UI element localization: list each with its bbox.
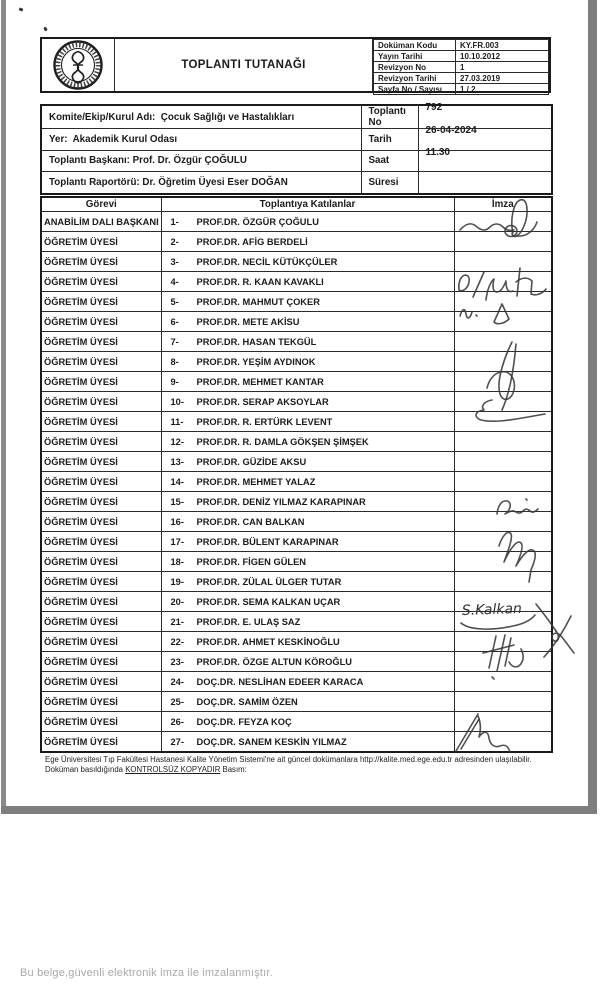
attendee-role: ÖĞRETİM ÜYESİ: [41, 632, 161, 652]
signature-cell: [454, 652, 552, 672]
attendee-fullname: PROF.DR. R. KAAN KAVAKLI: [196, 276, 324, 287]
attendance-row: [41, 392, 552, 412]
attendee-number: 11-: [170, 416, 184, 427]
attendance-row: [41, 472, 552, 492]
attendee-name: [161, 312, 454, 332]
meeting-info-row: [41, 150, 552, 172]
attendee-number: 3-: [170, 256, 179, 267]
attendee-fullname: PROF.DR. SEMA KALKAN UÇAR: [196, 596, 341, 607]
attendee-role: ÖĞRETİM ÜYESİ: [41, 452, 161, 472]
attendee-number: 14-: [170, 476, 184, 487]
attendance-row: [41, 532, 552, 552]
attendee-fullname: PROF.DR. GÜZİDE AKSU: [196, 456, 307, 467]
footer-line2-suffix: Basım:: [220, 764, 247, 774]
attendance-row: [41, 612, 552, 632]
attendee-number: 18-: [170, 556, 184, 567]
attendee-role: ÖĞRETİM ÜYESİ: [41, 712, 161, 732]
attendee-name: [161, 612, 454, 632]
attendance-row: [41, 352, 552, 372]
footer-line1: Ege Üniversitesi Tıp Fakültesi Hastanesi Kalite Yönetim Sistemi'ne ait güncel dokümanlara http://kalite.med.ege.edu.tr adresinden ulaşılabilir.: [45, 755, 532, 764]
attendee-fullname: PROF.DR. NECİL KÜTÜKÇÜLER: [196, 256, 338, 267]
attendee-fullname: DOÇ.DR. SANEM KESKİN YILMAZ: [196, 736, 347, 747]
doc-info-label: Sayfa No / Sayısı: [374, 84, 456, 95]
doc-info-row: [374, 51, 549, 62]
attendee-number: 21-: [170, 616, 184, 627]
signature-cell: [454, 492, 552, 512]
attendee-name: [161, 592, 454, 612]
meeting-info-row: [41, 129, 552, 151]
attendee-fullname: PROF.DR. METE AKİSU: [196, 316, 300, 327]
attendee-fullname: DOÇ.DR. FEYZA KOÇ: [196, 716, 292, 727]
attendance-row: [41, 272, 552, 292]
doc-info-value: 1: [456, 62, 549, 73]
signature-cell: [454, 572, 552, 592]
signature-cell: [454, 512, 552, 532]
meeting-info-body: [41, 102, 552, 194]
meeting-info-label: Süresi: [361, 172, 418, 194]
footer-line2-prefix: Doküman basıldığında: [45, 764, 126, 774]
attendance-row: [41, 232, 552, 252]
attendee-name: [161, 332, 454, 352]
attendee-fullname: PROF.DR. MEHMET KANTAR: [196, 376, 324, 387]
attendee-role: ÖĞRETİM ÜYESİ: [41, 432, 161, 452]
attendee-name: [161, 672, 454, 692]
attendee-role: ÖĞRETİM ÜYESİ: [41, 512, 161, 532]
scan-edge-right: [588, 0, 597, 813]
meeting-info-label: Toplantı No: [361, 105, 418, 129]
attendee-role: ÖĞRETİM ÜYESİ: [41, 672, 161, 692]
meeting-info-value: [418, 172, 552, 194]
signature-cell: [454, 292, 552, 312]
scan-edge-bottom: [1, 806, 597, 814]
document-title: TOPLANTI TUTANAĞI: [181, 59, 306, 71]
doc-info-value: 27.03.2019: [456, 73, 549, 84]
attendee-name: [161, 412, 454, 432]
attendance-row: [41, 292, 552, 312]
attendee-name: [161, 212, 454, 232]
e-signature-note: Bu belge,güvenli elektronik imza ile imzalanmıştır.: [20, 967, 273, 979]
attendee-role: ÖĞRETİM ÜYESİ: [41, 272, 161, 292]
attendance-row: [41, 312, 552, 332]
attendee-fullname: PROF.DR. ÖZGE ALTUN KÖROĞLU: [196, 656, 352, 667]
attendee-number: 19-: [170, 576, 184, 587]
attendee-number: 15-: [170, 496, 184, 507]
attendee-number: 25-: [170, 696, 184, 707]
attendee-name: [161, 252, 454, 272]
signature-cell: [454, 452, 552, 472]
attendee-fullname: PROF.DR. YEŞİM AYDINOK: [196, 356, 316, 367]
attendance-row: [41, 432, 552, 452]
attendee-number: 26-: [170, 716, 184, 727]
attendee-name: [161, 652, 454, 672]
meeting-info-left: Komite/Ekip/Kurul Adı: Çocuk Sağlığı ve Hastalıkları: [41, 105, 361, 129]
attendee-name: [161, 232, 454, 252]
attendee-number: 22-: [170, 636, 184, 647]
university-seal-icon: [52, 39, 104, 91]
attendee-fullname: PROF.DR. AFİG BERDELİ: [196, 236, 308, 247]
signature-cell: [454, 712, 552, 732]
attendance-header-row: [41, 197, 552, 212]
signature-cell: [454, 392, 552, 412]
attendance-row: [41, 332, 552, 352]
attendee-number: 27-: [170, 736, 184, 747]
doc-info-label: Revizyon No: [374, 62, 456, 73]
attendee-fullname: PROF.DR. DENİZ YILMAZ KARAPINAR: [196, 496, 366, 507]
meeting-info-left: Yer: Akademik Kurul Odası: [41, 129, 361, 151]
attendee-fullname: DOÇ.DR. NESLİHAN EDEER KARACA: [196, 676, 364, 687]
attendee-role: ÖĞRETİM ÜYESİ: [41, 312, 161, 332]
attendee-number: 5-: [170, 296, 179, 307]
attendee-role: ÖĞRETİM ÜYESİ: [41, 232, 161, 252]
attendee-number: 6-: [170, 316, 179, 327]
attendee-name: [161, 372, 454, 392]
attendee-fullname: PROF.DR. E. ULAŞ SAZ: [196, 616, 301, 627]
attendee-fullname: PROF.DR. AHMET KESKİNOĞLU: [196, 636, 340, 647]
attendance-row: [41, 692, 552, 712]
col-header-imza: İmza: [454, 197, 552, 212]
attendee-name: [161, 352, 454, 372]
attendee-name: [161, 632, 454, 652]
attendee-fullname: PROF.DR. HASAN TEKGÜL: [196, 336, 317, 347]
signature-cell: [454, 672, 552, 692]
attendee-role: ÖĞRETİM ÜYESİ: [41, 532, 161, 552]
attendee-role: ÖĞRETİM ÜYESİ: [41, 572, 161, 592]
meeting-info-left: Toplantı Başkanı: Prof. Dr. Özgür ÇOĞULU: [41, 150, 361, 172]
meeting-info-row: [41, 172, 552, 194]
col-header-gorevi: Görevi: [41, 197, 161, 212]
attendee-role: ÖĞRETİM ÜYESİ: [41, 692, 161, 712]
meeting-info-label: Tarih: [361, 129, 418, 151]
doc-info-label: Doküman Kodu: [374, 40, 456, 51]
attendee-role: ÖĞRETİM ÜYESİ: [41, 352, 161, 372]
attendance-row: [41, 712, 552, 732]
attendee-name: [161, 292, 454, 312]
scan-speck: [43, 27, 48, 32]
attendee-number: 16-: [170, 516, 184, 527]
attendee-fullname: PROF.DR. SERAP AKSOYLAR: [196, 396, 329, 407]
signature-text-s-kalkan: S.Kalkan: [461, 600, 523, 619]
attendee-number: 7-: [170, 336, 179, 347]
attendee-number: 4-: [170, 276, 179, 287]
attendee-fullname: PROF.DR. MAHMUT ÇOKER: [196, 296, 320, 307]
signature-cell: [454, 272, 552, 292]
signature-cell: [454, 532, 552, 552]
attendee-fullname: PROF.DR. R. ERTÜRK LEVENT: [196, 416, 333, 427]
signature-cell: [454, 312, 552, 332]
attendee-fullname: PROF.DR. FİGEN GÜLEN: [196, 556, 307, 567]
signature-cell: [454, 732, 552, 753]
attendee-role: ÖĞRETİM ÜYESİ: [41, 392, 161, 412]
footer-line2: [45, 765, 550, 775]
meeting-info-table: [40, 104, 553, 195]
attendee-name: [161, 432, 454, 452]
attendee-number: 10-: [170, 396, 184, 407]
attendee-name: [161, 552, 454, 572]
doc-info-row: [374, 62, 549, 73]
attendance-row: [41, 412, 552, 432]
attendee-name: [161, 712, 454, 732]
doc-info-value: 10.10.2012: [456, 51, 549, 62]
attendee-number: 12-: [170, 436, 184, 447]
attendance-row: [41, 372, 552, 392]
document-header: [40, 37, 551, 93]
attendance-row: [41, 672, 552, 692]
attendee-number: 17-: [170, 536, 184, 547]
attendee-role: ÖĞRETİM ÜYESİ: [41, 412, 161, 432]
attendee-name: [161, 472, 454, 492]
scan-edge-left: [1, 0, 6, 813]
attendee-number: 24-: [170, 676, 184, 687]
attendee-name: [161, 572, 454, 592]
signature-cell: [454, 432, 552, 452]
doc-info-row: [374, 40, 549, 51]
attendance-row: [41, 652, 552, 672]
doc-info-body: [374, 40, 549, 95]
attendee-role: ÖĞRETİM ÜYESİ: [41, 652, 161, 672]
attendance-row: [41, 552, 552, 572]
attendance-body: [41, 212, 552, 753]
attendee-name: [161, 512, 454, 532]
signature-cell: [454, 632, 552, 652]
attendee-role: ANABİLİM DALI BAŞKANI: [41, 212, 161, 232]
signature-cell: [454, 332, 552, 352]
signature-cell: [454, 352, 552, 372]
signature-cell: [454, 412, 552, 432]
meeting-info-value-text: 792: [425, 102, 443, 113]
attendee-fullname: PROF.DR. ÖZGÜR ÇOĞULU: [196, 216, 319, 227]
attendee-fullname: PROF.DR. MEHMET YALAZ: [196, 476, 316, 487]
attendance-row: [41, 492, 552, 512]
doc-info-value: 1 / 2: [456, 84, 549, 95]
attendance-row: [41, 732, 552, 753]
attendee-fullname: PROF.DR. R. DAMLA GÖKŞEN ŞİMŞEK: [196, 436, 369, 447]
attendee-role: ÖĞRETİM ÜYESİ: [41, 292, 161, 312]
attendee-fullname: PROF.DR. ZÜLAL ÜLGER TUTAR: [196, 576, 342, 587]
signature-cell: [454, 472, 552, 492]
meeting-info-label: Saat: [361, 150, 418, 172]
attendee-name: [161, 452, 454, 472]
attendee-role: ÖĞRETİM ÜYESİ: [41, 492, 161, 512]
attendee-number: 20-: [170, 596, 184, 607]
attendee-number: 1-: [170, 216, 179, 227]
attendee-fullname: DOÇ.DR. SAMİM ÖZEN: [196, 696, 298, 707]
doc-info-value: KY.FR.003: [456, 40, 549, 51]
doc-info-row: [374, 84, 549, 95]
attendee-number: 8-: [170, 356, 179, 367]
signature-cell: [454, 372, 552, 392]
attendee-number: 13-: [170, 456, 184, 467]
attendee-number: 9-: [170, 376, 179, 387]
footer-uncontrolled-copy-label: KONTROLSÜZ KOPYADIR: [125, 764, 221, 774]
signature-cell: [454, 592, 552, 612]
attendee-name: [161, 692, 454, 712]
attendee-role: ÖĞRETİM ÜYESİ: [41, 252, 161, 272]
meeting-info-left: Toplantı Raportörü: Dr. Öğretim Üyesi Eser DOĞAN: [41, 172, 361, 194]
logo-cell: [42, 39, 115, 91]
attendance-row: [41, 512, 552, 532]
attendance-row: [41, 572, 552, 592]
doc-info-label: Revizyon Tarihi: [374, 73, 456, 84]
doc-info-table: [373, 39, 549, 95]
attendee-role: ÖĞRETİM ÜYESİ: [41, 552, 161, 572]
attendance-row: [41, 452, 552, 472]
attendance-row: [41, 212, 552, 232]
attendee-fullname: PROF.DR. BÜLENT KARAPINAR: [196, 536, 339, 547]
attendance-table: [40, 196, 553, 753]
attendee-role: ÖĞRETİM ÜYESİ: [41, 732, 161, 753]
attendee-role: ÖĞRETİM ÜYESİ: [41, 372, 161, 392]
attendance-row: [41, 592, 552, 612]
attendance-row: [41, 252, 552, 272]
signature-cell: [454, 612, 552, 632]
attendee-name: [161, 392, 454, 412]
doc-info-row: [374, 73, 549, 84]
doc-info-label: Yayın Tarihi: [374, 51, 456, 62]
attendee-role: ÖĞRETİM ÜYESİ: [41, 612, 161, 632]
attendee-name: [161, 532, 454, 552]
signature-cell: [454, 212, 552, 232]
signature-cell: [454, 552, 552, 572]
meeting-info-value-text: 26-04-2024: [425, 125, 477, 136]
signature-cell: [454, 252, 552, 272]
attendee-role: ÖĞRETİM ÜYESİ: [41, 472, 161, 492]
attendance-row: [41, 632, 552, 652]
signature-cell: [454, 692, 552, 712]
meeting-info-value: [418, 146, 552, 172]
signature-cell: [454, 232, 552, 252]
attendee-fullname: PROF.DR. CAN BALKAN: [196, 516, 305, 527]
doc-info-block: [372, 39, 549, 94]
attendee-number: 2-: [170, 236, 179, 247]
attendee-name: [161, 272, 454, 292]
attendee-role: ÖĞRETİM ÜYESİ: [41, 332, 161, 352]
col-header-katilanlar: Toplantıya Katılanlar: [161, 197, 454, 212]
attendee-name: [161, 492, 454, 512]
attendee-name: [161, 732, 454, 753]
scan-speck: [19, 7, 24, 11]
attendee-role: ÖĞRETİM ÜYESİ: [41, 592, 161, 612]
quality-system-footer: [45, 755, 550, 774]
attendee-number: 23-: [170, 656, 184, 667]
meeting-info-value-text: 11.30: [425, 146, 450, 158]
